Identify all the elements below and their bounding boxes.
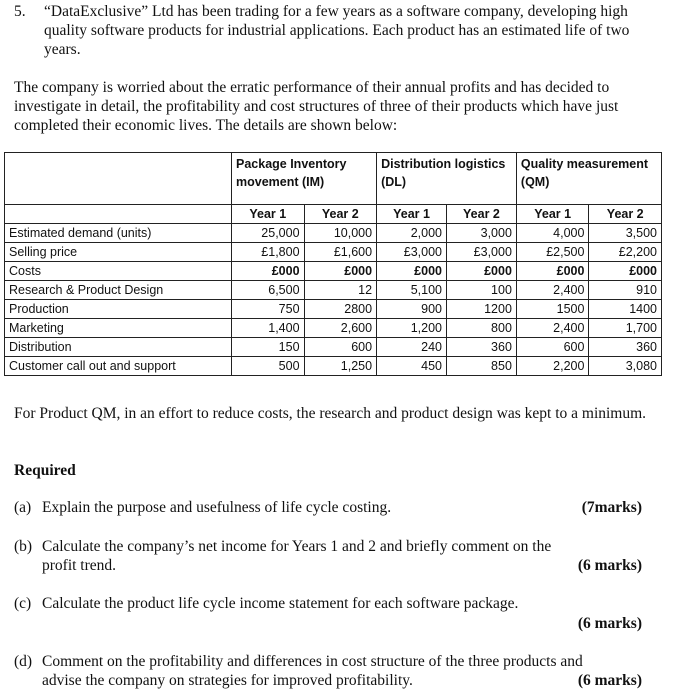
cell-value: 2,000 xyxy=(377,224,447,243)
product-data-table xyxy=(4,152,662,376)
cell-value: £3,000 xyxy=(446,243,516,262)
cell-value: £3,000 xyxy=(377,243,447,262)
part-a-label: (a) xyxy=(14,499,32,516)
product-header-im: Package Inventory movement (IM) xyxy=(232,153,377,205)
cell-value: £1,600 xyxy=(304,243,377,262)
qm-note-paragraph: For Product QM, in an effort to reduce costs, the research and product design was kept to a minimum. xyxy=(14,405,647,422)
cell-value: £1,800 xyxy=(232,243,305,262)
cell-value: 3,080 xyxy=(589,357,662,376)
cell-value: 2,200 xyxy=(516,357,589,376)
cell-value: £000 xyxy=(589,262,662,281)
part-d-text-line2: advise the company on strategies for improved profitability. xyxy=(42,672,413,689)
part-c-marks: (6 marks) xyxy=(577,615,642,632)
cell-value: 800 xyxy=(446,319,516,338)
cell-value: 4,000 xyxy=(516,224,589,243)
cell-value: 900 xyxy=(377,300,447,319)
table-row xyxy=(5,338,662,357)
part-a-marks: (7marks) xyxy=(581,499,642,516)
row-label: Research & Product Design xyxy=(5,281,232,300)
cell-value: £000 xyxy=(304,262,377,281)
table-row xyxy=(5,243,662,262)
row-label: Customer call out and support xyxy=(5,357,232,376)
cell-value: £2,500 xyxy=(516,243,589,262)
question-number: 5. xyxy=(14,3,26,20)
cell-value: 10,000 xyxy=(304,224,377,243)
cell-value: 910 xyxy=(589,281,662,300)
cell-value: 5,100 xyxy=(377,281,447,300)
part-c-text: Calculate the product life cycle income statement for each software package. xyxy=(42,595,519,612)
cell-value: 2,400 xyxy=(516,319,589,338)
cell-value: £000 xyxy=(516,262,589,281)
cell-value: 1,200 xyxy=(377,319,447,338)
cell-value: 600 xyxy=(304,338,377,357)
table-row xyxy=(5,319,662,338)
table-row xyxy=(5,224,662,243)
question-text: “DataExclusive” Ltd has been trading for a few years as a software company, developing high quality software products for industrial applications. Each product has an estimated life of two years. xyxy=(44,3,630,58)
cell-value: 12 xyxy=(304,281,377,300)
cell-value: £000 xyxy=(446,262,516,281)
part-c-label: (c) xyxy=(14,595,32,612)
cell-value: 3,500 xyxy=(589,224,662,243)
cell-value: £000 xyxy=(232,262,305,281)
cell-value: 360 xyxy=(589,338,662,357)
cell-value: 600 xyxy=(516,338,589,357)
table-row xyxy=(5,357,662,376)
part-b-text-line1: Calculate the company’s net income for Years 1 and 2 and briefly comment on the xyxy=(42,538,552,555)
cell-value: 450 xyxy=(377,357,447,376)
table-row xyxy=(5,300,662,319)
part-b-marks: (6 marks) xyxy=(577,557,642,574)
cell-value: 2,400 xyxy=(516,281,589,300)
cell-value: £000 xyxy=(377,262,447,281)
cell-value: 6,500 xyxy=(232,281,305,300)
year-header: Year 1 xyxy=(516,205,589,224)
year-header: Year 2 xyxy=(304,205,377,224)
cell-value: 3,000 xyxy=(446,224,516,243)
cell-value: 25,000 xyxy=(232,224,305,243)
row-label: Estimated demand (units) xyxy=(5,224,232,243)
table-row xyxy=(5,281,662,300)
year-header: Year 1 xyxy=(377,205,447,224)
cell-value: 360 xyxy=(446,338,516,357)
table-header-row xyxy=(5,153,662,205)
cell-value: 1400 xyxy=(589,300,662,319)
part-b-label: (b) xyxy=(14,538,33,555)
row-label: Distribution xyxy=(5,338,232,357)
part-d-text-line1: Comment on the profitability and differences in cost structure of the three products and xyxy=(42,653,583,670)
year-row-label xyxy=(5,205,232,224)
cell-value: 2,600 xyxy=(304,319,377,338)
part-d-label: (d) xyxy=(14,653,33,670)
cell-value: 1,700 xyxy=(589,319,662,338)
cell-value: 1500 xyxy=(516,300,589,319)
cell-value: 1,250 xyxy=(304,357,377,376)
row-label: Selling price xyxy=(5,243,232,262)
cell-value: 1,400 xyxy=(232,319,305,338)
cell-value: £2,200 xyxy=(589,243,662,262)
cell-value: 850 xyxy=(446,357,516,376)
part-d-marks: (6 marks) xyxy=(577,672,642,689)
cell-value: 150 xyxy=(232,338,305,357)
year-header-row xyxy=(5,205,662,224)
table-row xyxy=(5,262,662,281)
year-header: Year 1 xyxy=(232,205,305,224)
row-label: Production xyxy=(5,300,232,319)
part-b-text-line2: profit trend. xyxy=(42,557,117,574)
part-a-text: Explain the purpose and usefulness of life cycle costing. xyxy=(42,499,392,516)
intro-paragraph: The company is worried about the erratic performance of their annual profits and has decided to investigate in detail, the profitability and cost structures of three of their products which have just completed their economic lives. The details are shown below: xyxy=(14,79,619,134)
cell-value: 2800 xyxy=(304,300,377,319)
product-header-qm: Quality measurement (QM) xyxy=(516,153,661,205)
cell-value: 750 xyxy=(232,300,305,319)
table-corner-cell xyxy=(5,153,232,205)
cell-value: 100 xyxy=(446,281,516,300)
cell-value: 500 xyxy=(232,357,305,376)
year-header: Year 2 xyxy=(446,205,516,224)
row-label: Marketing xyxy=(5,319,232,338)
row-label: Costs xyxy=(5,262,232,281)
cell-value: 1200 xyxy=(446,300,516,319)
product-header-dl: Distribution logistics (DL) xyxy=(377,153,517,205)
required-heading: Required xyxy=(14,462,76,479)
year-header: Year 2 xyxy=(589,205,662,224)
cell-value: 240 xyxy=(377,338,447,357)
